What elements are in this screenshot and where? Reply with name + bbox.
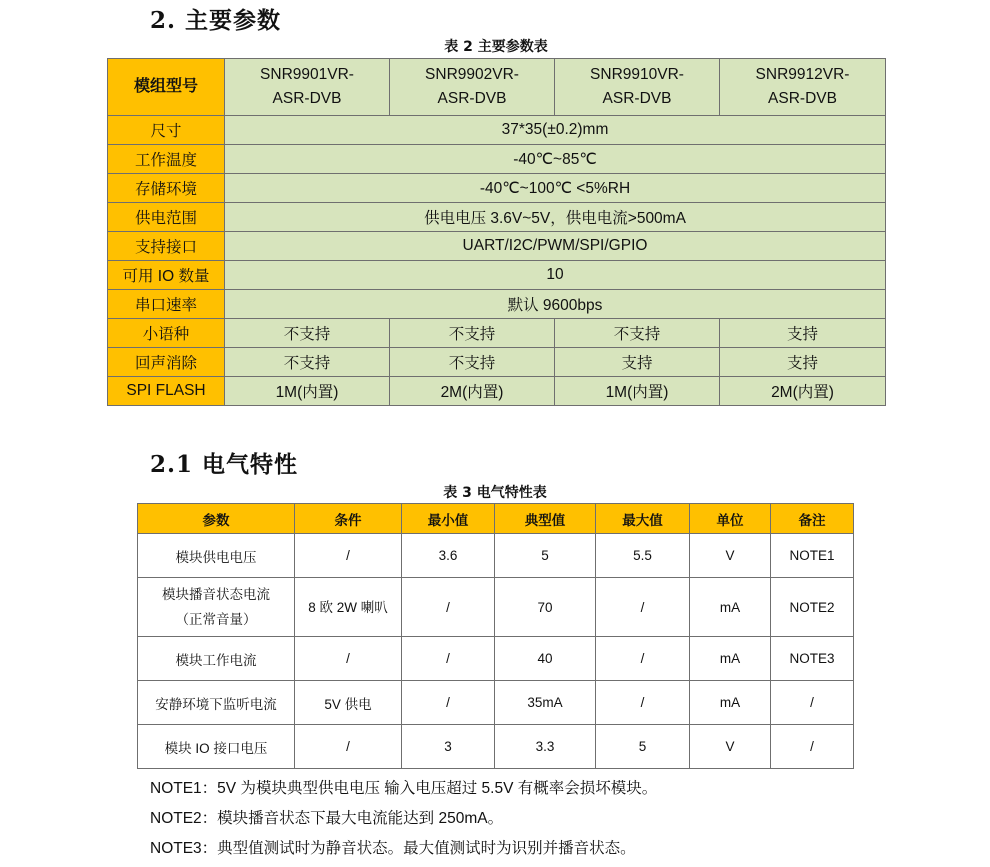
param-cell: 模块播音状态电流 （正常音量） bbox=[138, 578, 295, 637]
condition-cell: / bbox=[295, 725, 402, 769]
unit-cell: mA bbox=[690, 681, 771, 725]
table3-caption: 表 3 电气特性表 bbox=[443, 485, 547, 501]
param-value-cell: 不支持 bbox=[390, 348, 555, 377]
table-header-row bbox=[138, 504, 854, 534]
max-cell: 5 bbox=[596, 725, 690, 769]
note-cell: NOTE1 bbox=[771, 534, 854, 578]
param-value-cell: 支持 bbox=[720, 348, 886, 377]
param-label-cell: 可用 IO 数量 bbox=[108, 261, 225, 290]
max-cell: 5.5 bbox=[596, 534, 690, 578]
param-value-cell: 不支持 bbox=[225, 348, 390, 377]
model-name-cell: SNR9902VR- ASR-DVB bbox=[390, 59, 555, 116]
column-header: 单位 bbox=[690, 504, 771, 534]
condition-cell: / bbox=[295, 637, 402, 681]
param-value-cell: -40℃~100℃ <5%RH bbox=[225, 174, 886, 203]
table-row bbox=[108, 290, 886, 319]
table-row bbox=[138, 725, 854, 769]
table-row bbox=[138, 534, 854, 578]
main-params-table bbox=[107, 58, 886, 406]
condition-cell: 5V 供电 bbox=[295, 681, 402, 725]
param-label-cell: 小语种 bbox=[108, 319, 225, 348]
column-header: 参数 bbox=[138, 504, 295, 534]
table-row bbox=[108, 348, 886, 377]
param-value-cell: 2M(内置) bbox=[390, 377, 555, 406]
min-cell: 3.6 bbox=[402, 534, 495, 578]
note-cell: / bbox=[771, 725, 854, 769]
max-cell: / bbox=[596, 637, 690, 681]
param-label-cell: 供电范围 bbox=[108, 203, 225, 232]
note-3: NOTE3：典型值测试时为静音状态。最大值测试时为识别并播音状态。 bbox=[150, 840, 636, 857]
param-label-cell: 回声消除 bbox=[108, 348, 225, 377]
model-header-cell: 模组型号 bbox=[108, 59, 225, 116]
param-value-cell: 2M(内置) bbox=[720, 377, 886, 406]
unit-cell: V bbox=[690, 725, 771, 769]
condition-cell: 8 欧 2W 喇叭 bbox=[295, 578, 402, 637]
table-row bbox=[108, 145, 886, 174]
param-value-cell: 1M(内置) bbox=[225, 377, 390, 406]
table-row bbox=[108, 377, 886, 406]
typ-cell: 5 bbox=[495, 534, 596, 578]
param-value-cell: UART/I2C/PWM/SPI/GPIO bbox=[225, 232, 886, 261]
note-cell: NOTE3 bbox=[771, 637, 854, 681]
unit-cell: V bbox=[690, 534, 771, 578]
unit-cell: mA bbox=[690, 637, 771, 681]
note-cell: / bbox=[771, 681, 854, 725]
param-cell: 模块 IO 接口电压 bbox=[138, 725, 295, 769]
model-name-cell: SNR9910VR- ASR-DVB bbox=[555, 59, 720, 116]
min-cell: / bbox=[402, 681, 495, 725]
param-label-cell: SPI FLASH bbox=[108, 377, 225, 406]
param-value-cell: 1M(内置) bbox=[555, 377, 720, 406]
electrical-table bbox=[137, 503, 854, 769]
table-row bbox=[108, 319, 886, 348]
param-value-cell: 不支持 bbox=[225, 319, 390, 348]
param-cell: 安静环境下监听电流 bbox=[138, 681, 295, 725]
typ-cell: 35mA bbox=[495, 681, 596, 725]
param-value-cell: 37*35(±0.2)mm bbox=[225, 116, 886, 145]
param-cell: 模块供电电压 bbox=[138, 534, 295, 578]
note-2: NOTE2：模块播音状态下最大电流能达到 250mA。 bbox=[150, 810, 504, 827]
param-value-cell: 不支持 bbox=[555, 319, 720, 348]
param-value-cell: 不支持 bbox=[390, 319, 555, 348]
param-value-cell: 默认 9600bps bbox=[225, 290, 886, 319]
section-title-electrical: 2.1 电气特性 bbox=[150, 451, 299, 478]
param-label-cell: 尺寸 bbox=[108, 116, 225, 145]
note-cell: NOTE2 bbox=[771, 578, 854, 637]
column-header: 最大值 bbox=[596, 504, 690, 534]
param-value-cell: 支持 bbox=[720, 319, 886, 348]
table-row bbox=[108, 261, 886, 290]
param-value-cell: 支持 bbox=[555, 348, 720, 377]
unit-cell: mA bbox=[690, 578, 771, 637]
table2-caption: 表 2 主要参数表 bbox=[444, 39, 548, 55]
param-cell: 模块工作电流 bbox=[138, 637, 295, 681]
typ-cell: 70 bbox=[495, 578, 596, 637]
note-1: NOTE1：5V 为模块典型供电电压 输入电压超过 5.5V 有概率会损坏模块。 bbox=[150, 780, 658, 797]
table-row bbox=[138, 681, 854, 725]
param-label-cell: 存储环境 bbox=[108, 174, 225, 203]
min-cell: 3 bbox=[402, 725, 495, 769]
table-row bbox=[108, 174, 886, 203]
section-title-main-params: 2. 主要参数 bbox=[150, 7, 282, 34]
typ-cell: 3.3 bbox=[495, 725, 596, 769]
min-cell: / bbox=[402, 637, 495, 681]
max-cell: / bbox=[596, 681, 690, 725]
param-label-cell: 支持接口 bbox=[108, 232, 225, 261]
min-cell: / bbox=[402, 578, 495, 637]
table-row bbox=[108, 203, 886, 232]
condition-cell: / bbox=[295, 534, 402, 578]
param-value-cell: -40℃~85℃ bbox=[225, 145, 886, 174]
param-label-cell: 串口速率 bbox=[108, 290, 225, 319]
max-cell: / bbox=[596, 578, 690, 637]
column-header: 典型值 bbox=[495, 504, 596, 534]
table-row bbox=[138, 578, 854, 637]
table-row bbox=[108, 116, 886, 145]
param-value-cell: 供电电压 3.6V~5V，供电电流>500mA bbox=[225, 203, 886, 232]
param-label-cell: 工作温度 bbox=[108, 145, 225, 174]
typ-cell: 40 bbox=[495, 637, 596, 681]
param-value-cell: 10 bbox=[225, 261, 886, 290]
column-header: 条件 bbox=[295, 504, 402, 534]
column-header: 最小值 bbox=[402, 504, 495, 534]
column-header: 备注 bbox=[771, 504, 854, 534]
table-row bbox=[108, 59, 886, 116]
table-row bbox=[108, 232, 886, 261]
table-row bbox=[138, 637, 854, 681]
model-name-cell: SNR9901VR- ASR-DVB bbox=[225, 59, 390, 116]
model-name-cell: SNR9912VR- ASR-DVB bbox=[720, 59, 886, 116]
